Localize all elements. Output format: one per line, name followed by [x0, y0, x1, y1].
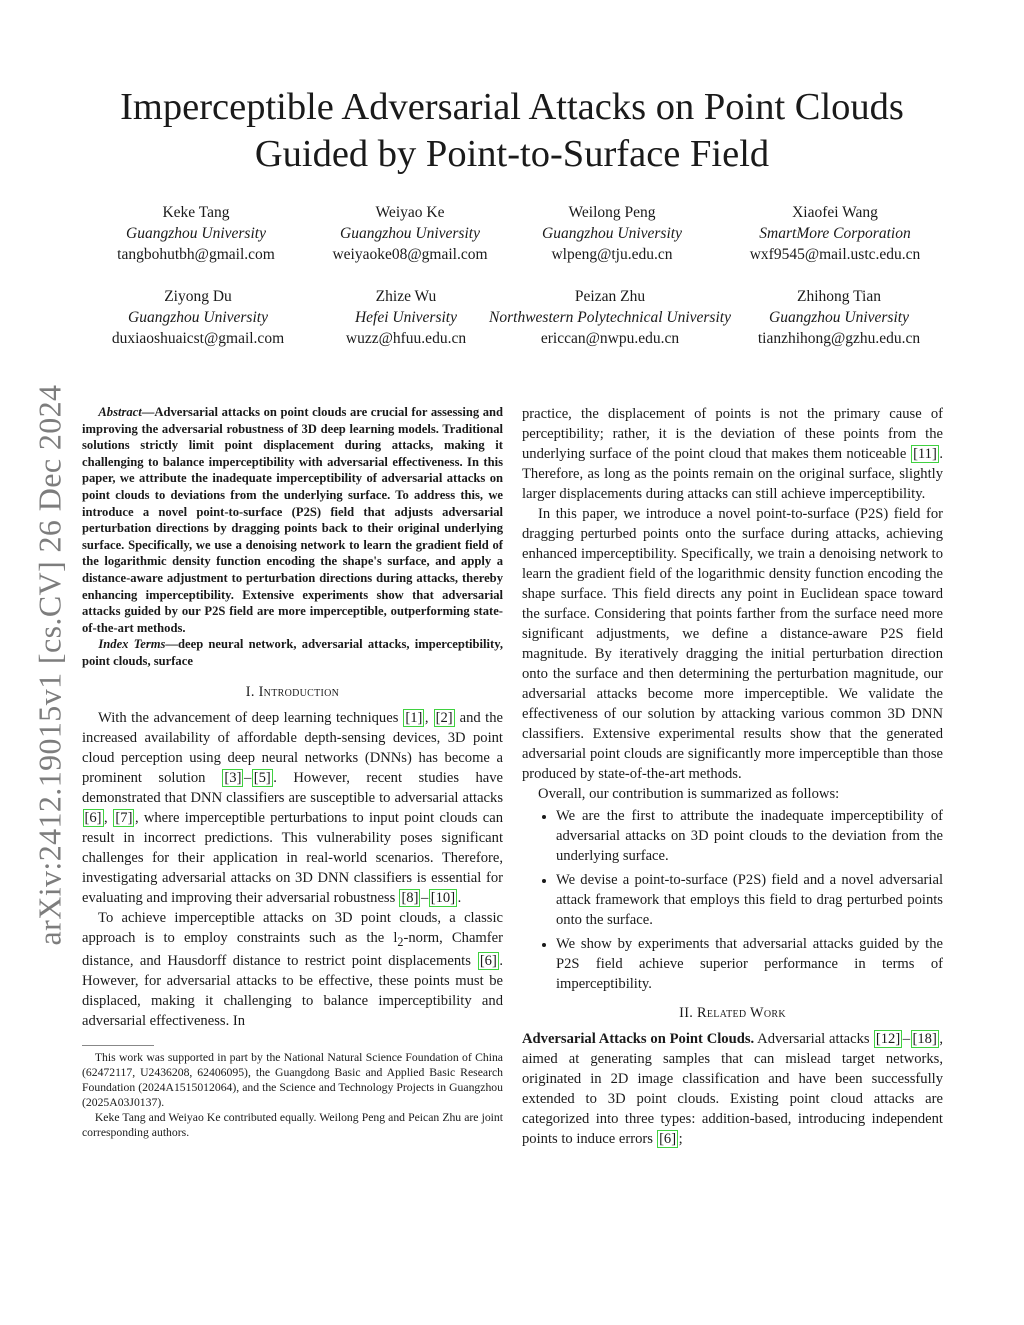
intro-paragraph-1: With the advancement of deep learning techniques [1] , [2] and the increased availability of affordable depth-sensing devices, 3D point cloud perception using deep neural networks (DNNs) has become a prominent solution [3] – [5] . However, recent studies have demonstrated that DNN classifiers are susceptible to adversarial attacks [6] , [7] , where imperceptible perturbations to input point clouds can result in incorrect predictions. This vulnerability poses significant challenges for their application in real-world scenarios. Therefore, investigating adversarial attacks on 3D DNN classifiers is essential for evaluating and improving their adversarial robustness [8] – [10] .	[82, 709, 504, 906]
left-column	[82, 404, 503, 1140]
intro-paragraph-3: practice, the displacement of points is not the primary cause of perceptibility; rather, it is the deviation of these points from the underlying surface of the point cloud that makes them noticeable [11] . Therefore, as long as the points remain on the original surface, slightly larger displacements during attacks can still achieve imperceptibility.	[522, 406, 943, 502]
footnote-funding: This work was supported in part by the National Natural Science Foundation of China (62472117, U2436208, 62406095), the Guangdong Basic and Applied Basic Research Foundation (2024A1515012064), and the Science and Technology Projects in Guangzhou (2025A03J0137).	[82, 1051, 503, 1110]
author-block	[112, 286, 284, 349]
author-block	[750, 202, 921, 265]
paper-title	[0, 84, 1024, 178]
abstract-text: —Adversarial attacks on point clouds are crucial for assessing and improving the adversarial robustness of 3D deep learning models. Traditional solutions strictly limit point displacement during attacks, making it challenging to balance imperceptibility with adversarial effectiveness. In this paper, we attribute the inadequate imperceptibility of adversarial attacks on point clouds to deviations from the underlying surface. To address this, we introduce a novel point-to-surface (P2S) field that adjusts adversarial perturbation directions by dragging points back to their original underlying surface. Specifically, we use a denoising network to learn the gradient field of the logarithmic density function encoding the shape's surface, and apply a distance-aware adjustment to perturbation directions during attacks, thereby enhancing imperceptibility. Extensive experiments show that adversarial attacks guided by our P2S field are more imperceptible, outperforming state-of-the-art methods.	[82, 405, 503, 635]
author-block	[542, 202, 682, 265]
index-terms-label: Index Terms	[98, 637, 166, 652]
author-affiliation: Guangzhou University	[542, 225, 682, 242]
section-heading-introduction: I. Introduction	[245, 683, 340, 700]
abstract	[82, 404, 503, 670]
related-work-paragraph: Adversarial Attacks on Point Clouds. Adversarial attacks [12] – [18] , aimed at generating samples that can mislead target networks, originated in 2D image classification and have been successfully extended to 3D point clouds. Existing point cloud attacks are categorized into three types: addition-based, introducing independent points to induce errors [6] ;	[522, 1031, 943, 1147]
citation-link[interactable]: [11]	[913, 446, 937, 462]
intro-paragraph-2: To achieve imperceptible attacks on 3D point clouds, a classic approach is to employ constraints such as the $l_2$-norm, Chamfer distance, and Hausdorff distance to restrict point displacements [6] . However, for adversarial attacks to be effective, these points must be displaced, making it challenging to balance imperceptibility and adversarial effectiveness. In	[82, 909, 503, 1030]
author-name: Zhihong Tian	[797, 288, 881, 305]
intro-paragraph-4: In this paper, we introduce a novel point-to-surface (P2S) field for dragging perturbed points onto the surface during attacks, achieving enhanced imperceptibility. Specifically, we train a denoising network to learn the gradient field of the logarithmic density function encoding the shape surface. This field directs any point in Euclidean space toward the surface. Considering that points farther from the surface need more significant adjustments, we define a distance-aware P2S field magnitude. By iteratively dragging the initial perturbation direction onto the surface and then determining the perturbation magnitude, our adversarial attacks become more imperceptible. We validate the effectiveness of our solution by attacking various common 3D DNN classifiers. Extensive experimental results show that the generated adversarial point clouds are significantly more imperceptible than those produced by state-of-the-art methods.	[522, 506, 943, 782]
author-name: Zhize Wu	[375, 288, 437, 305]
list-item: • We are the first to attribute the inadequate imperceptibility of adversarial attacks on 3D point clouds to the deviation from the underlying surface.	[556, 806, 943, 866]
author-email: duxiaoshuaicst@gmail.com	[111, 330, 285, 347]
citation-link[interactable]: [6]	[659, 1131, 677, 1147]
author-email: weiyaoke08@gmail.com	[332, 246, 488, 263]
author-block	[758, 286, 920, 349]
citation-link[interactable]: [2]	[435, 709, 453, 726]
arxiv-identifier: arXiv:2412.19015v1 [cs.CV] 26 Dec 2024	[31, 384, 68, 946]
author-email: wxf9545@mail.ustc.edu.cn	[749, 246, 921, 263]
author-name: Xiaofei Wang	[792, 204, 878, 221]
citation-link[interactable]: [18]	[912, 1031, 937, 1047]
citation-link[interactable]: [1]	[405, 709, 423, 726]
author-affiliation: Hefei University	[354, 309, 457, 326]
author-affiliation: Guangzhou University	[128, 309, 268, 326]
index-terms-text: —deep neural network, adversarial attacks, imperceptibility, point clouds, surface	[82, 637, 503, 668]
author-name: Weiyao Ke	[375, 204, 445, 221]
list-item: • We show by experiments that adversarial attacks guided by the P2S field achieve superior performance in terms of imperceptibility.	[556, 934, 943, 994]
author-email: wuzz@hfuu.edu.cn	[345, 330, 467, 347]
citation-link[interactable]: [12]	[875, 1031, 901, 1047]
author-affiliation: Guangzhou University	[126, 225, 266, 242]
author-email: wlpeng@tju.edu.cn	[551, 246, 673, 263]
citation-link[interactable]: [10]	[430, 889, 456, 906]
title-line-1: Imperceptible Adversarial Attacks on Point Clouds	[120, 86, 904, 128]
author-name: Keke Tang	[162, 204, 230, 221]
author-name: Weilong Peng	[568, 204, 656, 221]
author-name: Peizan Zhu	[574, 288, 646, 305]
author-block	[489, 286, 731, 349]
author-affiliation: SmartMore Corporation	[759, 225, 911, 242]
list-item: • We devise a point-to-surface (P2S) field and a novel adversarial attack framework that employs this field to drag perturbed points onto the surface.	[556, 870, 943, 930]
author-email: ericcan@nwpu.edu.cn	[540, 330, 680, 347]
author-affiliation: Guangzhou University	[340, 225, 480, 242]
citation-link[interactable]: [5]	[253, 769, 271, 786]
author-email: tianzhihong@gzhu.edu.cn	[757, 330, 921, 347]
citation-link[interactable]: [6]	[84, 809, 102, 826]
citation-link[interactable]: [6]	[479, 953, 497, 970]
citation-link[interactable]: [3]	[224, 769, 242, 786]
footnote-divider	[82, 1045, 154, 1046]
footnote-contribution: Keke Tang and Weiyao Ke contributed equally. Weilong Peng and Peican Zhu are joint corresponding authors.	[82, 1111, 503, 1140]
section-heading-related-work: II. Related Work	[679, 1005, 786, 1021]
author-block	[346, 286, 466, 349]
author-email: tangbohutbh@gmail.com	[117, 246, 275, 263]
citation-link[interactable]: [7]	[115, 809, 133, 826]
author-block	[332, 202, 487, 265]
right-column	[522, 404, 943, 1149]
author-block	[117, 202, 275, 265]
abstract-label: Abstract	[98, 405, 142, 419]
author-affiliation: Northwestern Polytechnical University	[489, 309, 731, 326]
paragraph-heading: Adversarial Attacks on Point Clouds.	[522, 1031, 755, 1047]
intro-paragraph-5: Overall, our contribution is summarized as follows:	[538, 786, 840, 802]
author-name: Ziyong Du	[164, 288, 232, 305]
title-line-2: Guided by Point-to-Surface Field	[254, 133, 770, 175]
contribution-list	[522, 806, 943, 994]
citation-link[interactable]: [8]	[401, 889, 419, 906]
author-affiliation: Guangzhou University	[769, 309, 909, 326]
